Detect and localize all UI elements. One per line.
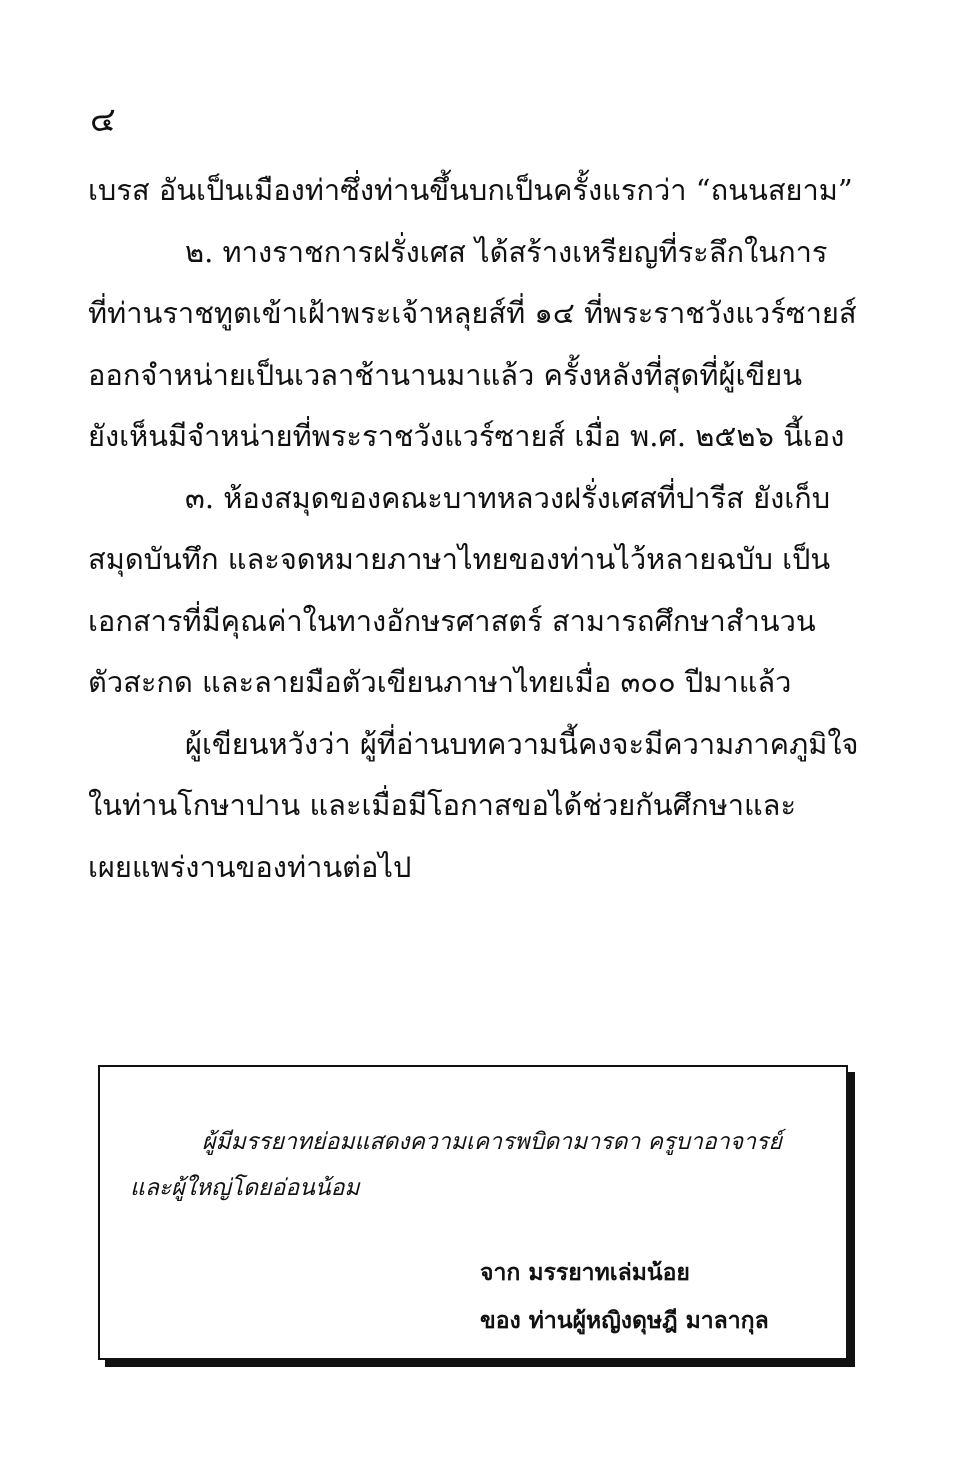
paragraph-line: ตัวสะกด และลายมือตัวเขียนภาษาไทยเมื่อ ๓๐๐ ปีมาแล้ว [88, 665, 792, 699]
quote-line: ผู้มีมรรยาทย่อมแสดงความเคารพบิดามารดา ครูบาอาจารย์ [202, 1129, 782, 1155]
attribution-line: จาก มรรยาทเล่มน้อย [480, 1259, 690, 1286]
quote-attribution [480, 1249, 769, 1345]
paragraph-line: ผู้เขียนหวังว่า ผู้ที่อ่านบทความนี้คงจะมีความภาคภูมิใจ [185, 726, 859, 761]
paragraph-line: สมุดบันทึก และจดหมายภาษาไทยของท่านไว้หลายฉบับ เป็น [88, 542, 831, 576]
paragraph-line: ออกจำหน่ายเป็นเวลาช้านานมาแล้ว ครั้งหลังที่สุดที่ผู้เขียน [88, 357, 803, 392]
quote-text [130, 1119, 830, 1211]
paragraph-line: เผยแพร่งานของท่านต่อไป [88, 849, 412, 884]
paragraph-line: ในท่านโกษาปาน และเมื่อมีโอกาสขอได้ช่วยกันศึกษาและ [88, 788, 797, 822]
paragraph-line: ๓. ห้องสมุดของคณะบาทหลวงฝรั่งเศสที่ปารีส ยังเก็บ [185, 480, 831, 515]
article-body [88, 160, 868, 898]
quote-line: และผู้ใหญ่โดยอ่อนน้อม [130, 1175, 360, 1201]
paragraph-line: ยังเห็นมีจำหน่ายที่พระราชวังแวร์ซายส์ เมื่อ พ.ศ. ๒๕๒๖ นี้เอง [88, 419, 845, 453]
attribution-line: ของ ท่านผู้หญิงดุษฎี มาลากุล [480, 1307, 769, 1334]
page-number: ๔ [90, 100, 116, 140]
paragraph-line: ๒. ทางราชการฝรั่งเศส ได้สร้างเหรียญที่ระลึกในการ [185, 234, 828, 269]
paragraph-line: ที่ท่านราชทูตเข้าเฝ้าพระเจ้าหลุยส์ที่ ๑๔ ที่พระราชวังแวร์ซายส์ [88, 296, 857, 330]
paragraph-line: เบรส อันเป็นเมืองท่าซึ่งท่านขึ้นบกเป็นครั้งแรกว่า “ถนนสยาม” [88, 173, 853, 207]
paragraph-line: เอกสารที่มีคุณค่าในทางอักษรศาสตร์ สามารถศึกษาสำนวน [88, 603, 816, 638]
quote-box [98, 1065, 848, 1360]
